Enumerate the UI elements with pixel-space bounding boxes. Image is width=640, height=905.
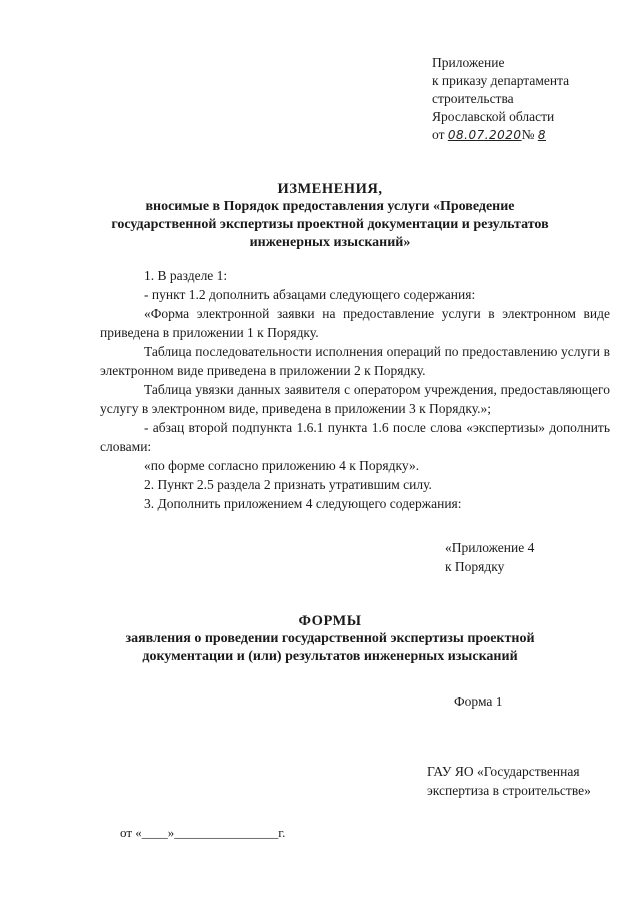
date-line: от «____»________________г. — [120, 825, 286, 840]
recipient-line-1: ГАУ ЯО «Государственная — [427, 764, 580, 779]
forms-title-line-2: заявления о проведении государственной экспертизы проектной — [125, 631, 535, 646]
forms-title — [60, 612, 600, 666]
forms-title-main: ФОРМЫ — [298, 613, 362, 629]
forms-title-line-3: документации и (или) результатов инженерных изысканий — [142, 649, 518, 664]
paragraph-6: - абзац второй подпункта 1.6.1 пункта 1.6 после слова «экспертизы» дополнить словами: — [100, 420, 610, 454]
paragraph-2: - пункт 1.2 дополнить абзацами следующего содержания: — [144, 287, 476, 302]
date-prefix: от — [432, 127, 445, 142]
number-prefix: № — [521, 127, 535, 142]
appendix-header — [432, 54, 569, 144]
changes-title-line-2: вносимые в Порядок предоставления услуги «Проведение — [145, 199, 515, 214]
changes-title-main: ИЗМЕНЕНИЯ, — [277, 181, 383, 197]
subappendix-line-1: «Приложение 4 — [445, 540, 535, 555]
changes-title-line-4: инженерных изысканий» — [249, 235, 411, 250]
paragraph-1: 1. В разделе 1: — [144, 268, 228, 283]
changes-body — [100, 266, 610, 513]
appendix-date-line — [432, 126, 569, 144]
appendix-line-2: к приказу департамента — [432, 73, 570, 88]
subappendix-header — [445, 538, 534, 576]
paragraph-5: Таблица увязки данных заявителя с оператором учреждения, предоставляющего услугу в электронном виде, приведена в приложении 3 к Порядку.»; — [100, 382, 610, 416]
appendix-line-4: Ярославской области — [432, 109, 555, 124]
paragraph-8: 2. Пункт 2.5 раздела 2 признать утратившим силу. — [144, 477, 432, 492]
recipient-line-2: экспертиза в строительстве» — [427, 783, 591, 798]
handwritten-number: 8 — [537, 128, 546, 142]
appendix-line-1: Приложение — [432, 55, 505, 70]
paragraph-7: «по форме согласно приложению 4 к Порядку». — [144, 458, 420, 473]
subappendix-line-2: к Порядку — [445, 559, 505, 574]
paragraph-4: Таблица последовательности исполнения операций по предоставлению услуги в электронном виде приведена в приложении 2 к Порядку. — [100, 344, 610, 378]
changes-title — [60, 180, 600, 252]
appendix-line-3: строительства — [432, 91, 514, 106]
paragraph-9: 3. Дополнить приложением 4 следующего содержания: — [144, 496, 462, 511]
form-number: Форма 1 — [454, 694, 503, 709]
recipient-block — [427, 762, 627, 800]
paragraph-3: «Форма электронной заявки на предоставление услуги в электронном виде приведена в приложении 1 к Порядку. — [100, 306, 610, 340]
changes-title-line-3: государственной экспертизы проектной документации и результатов — [111, 217, 549, 232]
handwritten-date: 08.07.2020 — [447, 128, 522, 142]
